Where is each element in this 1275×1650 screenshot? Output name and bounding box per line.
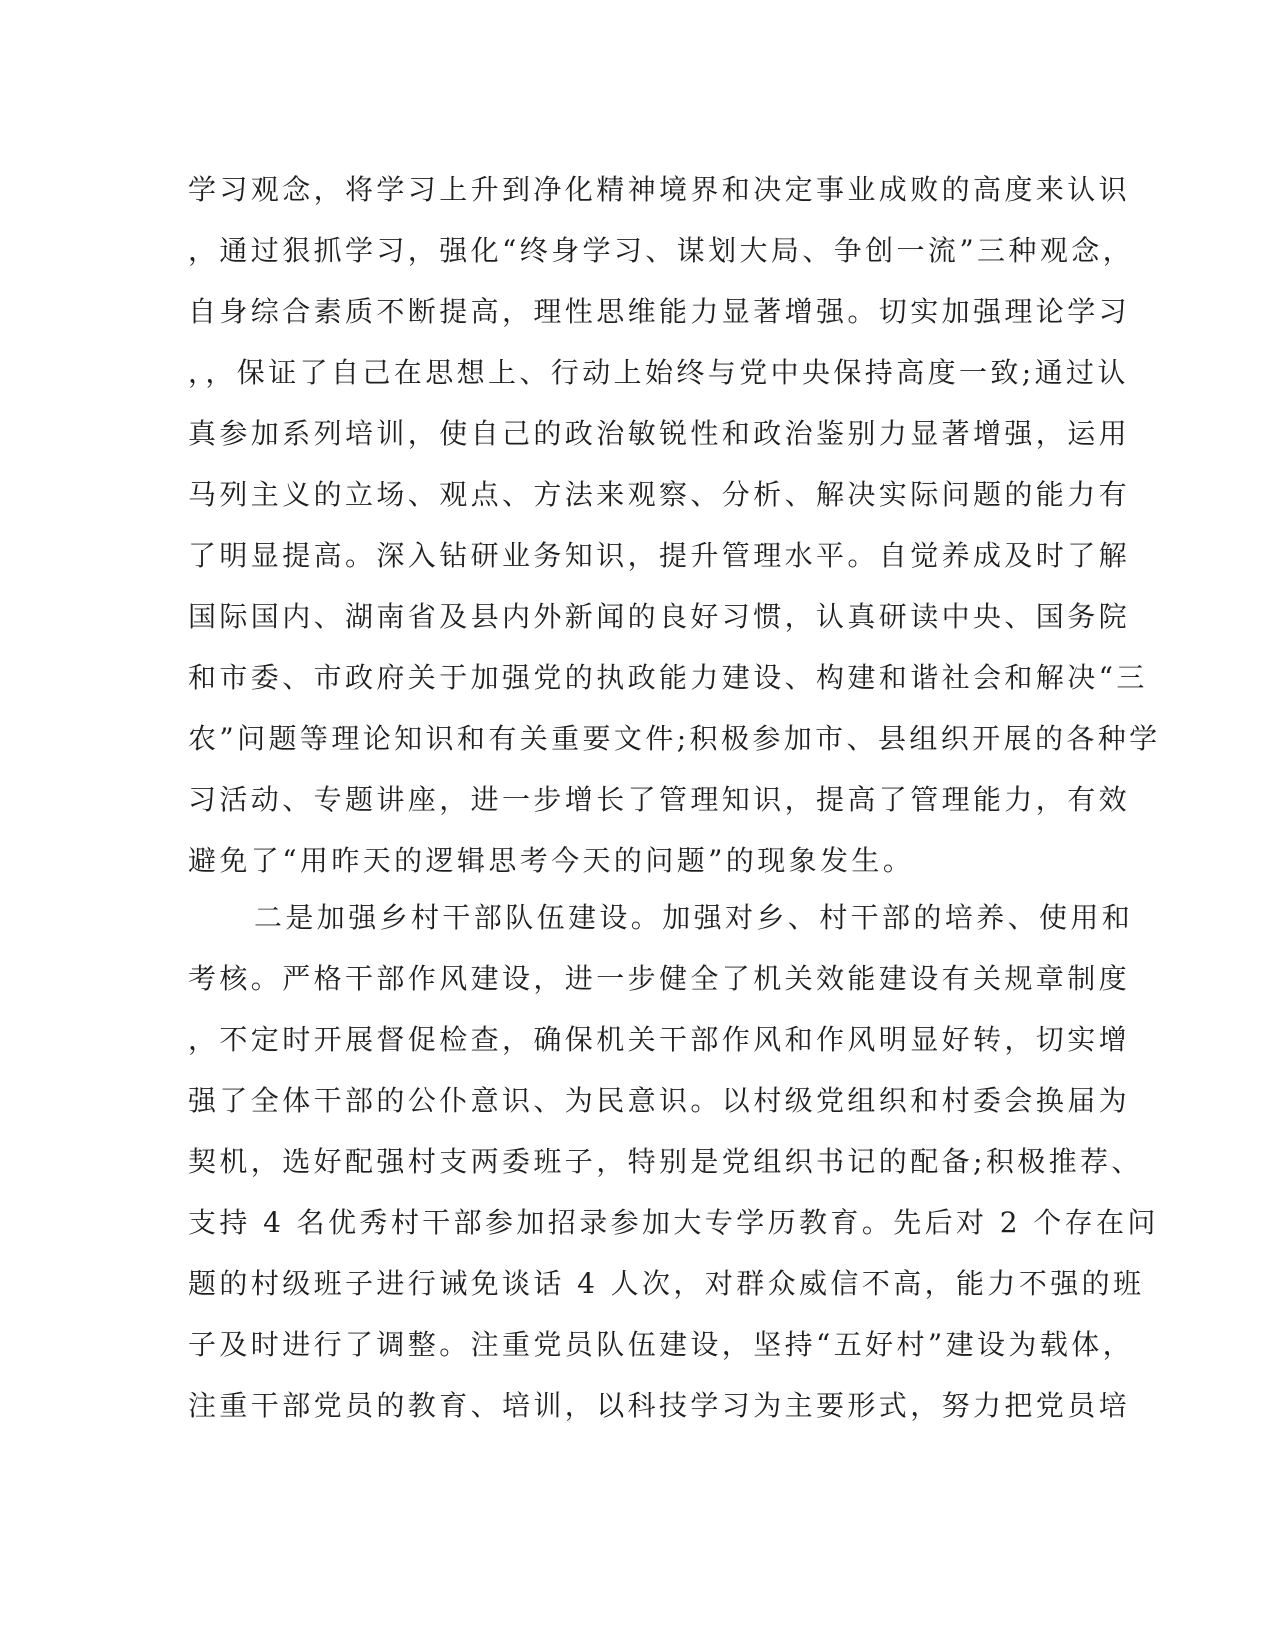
paragraph-cadre-team <box>188 896 1159 1445</box>
text-line: 强了全体干部的公仆意识、为民意识。以村级党组织和村委会换届为 <box>188 1084 1131 1117</box>
text-line: 题的村级班子进行诫免谈话 4 人次，对群众威信不高，能力不强的班 <box>188 1267 1145 1300</box>
text-line: 注重干部党员的教育、培训，以科技学习为主要形式，努力把党员培 <box>188 1389 1131 1422</box>
text-line: 真参加系列培训，使自己的政治敏锐性和政治鉴别力显著增强，运用 <box>188 417 1131 450</box>
text-line: 子及时进行了调整。注重党员队伍建设，坚持“五好村”建设为载体， <box>188 1328 1135 1361</box>
text-line: 契机，选好配强村支两委班子，特别是党组织书记的配备;积极推荐、 <box>188 1145 1143 1178</box>
text-line: 国际国内、湖南省及县内外新闻的良好习惯，认真研读中央、国务院 <box>188 600 1131 633</box>
text-line: 学习观念，将学习上升到净化精神境界和决定事业成败的高度来认识 <box>188 173 1131 206</box>
text-line: 了明显提高。深入钻研业务知识，提升管理水平。自觉养成及时了解 <box>188 539 1131 572</box>
text-line: 支持 4 名优秀村干部参加招录参加大专学历教育。先后对 2 个存在问 <box>188 1206 1159 1239</box>
text-line: ，通过狠抓学习，强化“终身学习、谋划大局、争创一流”三种观念， <box>188 234 1135 267</box>
text-line-first: 二是加强乡村干部队伍建设。加强对乡、村干部的培养、使用和 <box>254 901 1134 934</box>
text-line: ，，保证了自己在思想上、行动上始终与党中央保持高度一致;通过认 <box>188 356 1129 389</box>
text-line: ，不定时开展督促检查，确保机关干部作风和作风明显好转，切实增 <box>188 1023 1131 1056</box>
text-line: 农”问题等理论知识和有关重要文件;积极参加市、县组织开展的各种学 <box>188 722 1161 755</box>
text-line: 马列主义的立场、观点、方法来观察、分析、解决实际问题的能力有 <box>188 478 1131 511</box>
text-line: 习活动、专题讲座，进一步增长了管理知识，提高了管理能力，有效 <box>188 783 1131 816</box>
text-line: 避免了“用昨天的逻辑思考今天的问题”的现象发生。 <box>188 844 915 877</box>
paragraph-study <box>188 168 1161 900</box>
text-line: 考核。严格干部作风建设，进一步健全了机关效能建设有关规章制度 <box>188 962 1131 995</box>
text-line: 和市委、市政府关于加强党的执政能力建设、构建和谐社会和解决“三 <box>188 661 1148 694</box>
text-line: 自身综合素质不断提高，理性思维能力显著增强。切实加强理论学习 <box>188 295 1131 328</box>
